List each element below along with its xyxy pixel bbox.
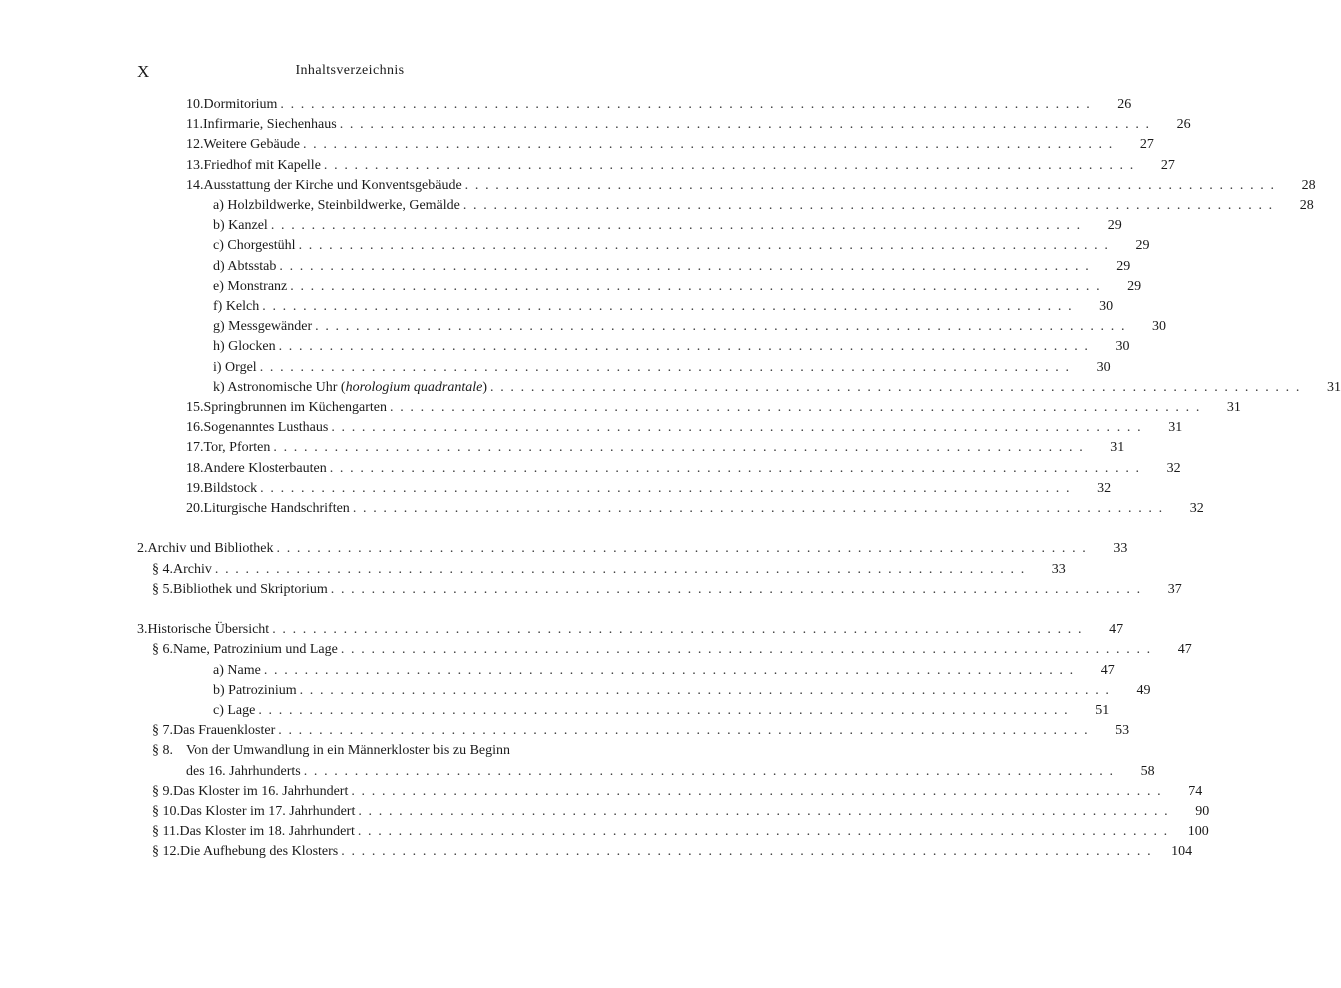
dot-leader: . . . . . . . . . . . . . . . . . . . . . . . . . . . . . . . . . . . . . . . . . . . . . . . . . . . . . . . . . . . . . . . . . . . . . . . . . . . . . . . . <box>330 581 1142 597</box>
toc-entry-title: Archiv und Bibliothek <box>147 541 274 557</box>
toc-entry-title: Archiv <box>173 561 212 577</box>
toc-entry-page: 32 <box>1189 501 1204 516</box>
toc-entry-number: 19. <box>186 480 204 496</box>
toc-entry-number: § 12. <box>152 844 180 860</box>
dot-leader: . . . . . . . . . . . . . . . . . . . . . . . . . . . . . . . . . . . . . . . . . . . . . . . . . . . . . . . . . . . . . . . . . . . . . . . . . . . . . . . . <box>351 783 1163 799</box>
dot-leader: . . . . . . . . . . . . . . . . . . . . . . . . . . . . . . . . . . . . . . . . . . . . . . . . . . . . . . . . . . . . . . . . . . . . . . . . . . . . . . . . <box>279 258 1091 274</box>
toc-entry <box>213 681 1151 701</box>
toc-entry-number: 15. <box>186 400 204 415</box>
toc-entry-number: § 7. <box>152 723 173 739</box>
dot-leader: . . . . . . . . . . . . . . . . . . . . . . . . . . . . . . . . . . . . . . . . . . . . . . . . . . . . . . . . . . . . . . . . . . . . . . . . . . . . . . . . <box>358 804 1170 819</box>
toc-entry-title: Bibliothek und Skriptorium <box>173 581 328 597</box>
toc-entry-page: 28 <box>1299 198 1314 213</box>
dot-leader: . . . . . . . . . . . . . . . . . . . . . . . . . . . . . . . . . . . . . . . . . . . . . . . . . . . . . . . . . . . . . . . . . . . . . . . . . . . . . . . . <box>276 541 1088 557</box>
toc-entry <box>137 620 1124 640</box>
toc-entry-title: des 16. Jahrhunderts <box>186 763 301 779</box>
dot-leader: . . . . . . . . . . . . . . . . . . . . . . . . . . . . . . . . . . . . . . . . . . . . . . . . . . . . . . . . . . . . . . . . . . . . . . . . . . . . . . . . <box>340 642 1152 658</box>
toc-entry-title: Bildstock <box>203 480 258 496</box>
dot-leader: . . . . . . . . . . . . . . . . . . . . . . . . . . . . . . . . . . . . . . . . . . . . . . . . . . . . . . . . . . . . . . . . . . . . . . . . . . . . . . . . <box>270 218 1082 234</box>
toc-entry-title: Infirmarie, Siechenhaus <box>202 117 337 133</box>
toc-entry-page: 90 <box>1195 804 1210 819</box>
toc-entry-page: 51 <box>1095 703 1110 718</box>
toc-entry-number: § 4. <box>152 561 173 577</box>
toc-entry-page: 26 <box>1176 117 1191 133</box>
dot-leader: . . . . . . . . . . . . . . . . . . . . . . . . . . . . . . . . . . . . . . . . . . . . . . . . . . . . . . . . . . . . . . . . . . . . . . . . . . . . . . . . <box>302 137 1114 153</box>
toc-entry-title: Das Kloster im 16. Jahrhundert <box>173 783 349 799</box>
toc-entry-page: 49 <box>1136 682 1151 698</box>
toc-entry-page: 104 <box>1171 844 1193 860</box>
toc-entry-title: Historische Übersicht <box>147 622 270 638</box>
dot-leader: . . . . . . . . . . . . . . . . . . . . . . . . . . . . . . . . . . . . . . . . . . . . . . . . . . . . . . . . . . . . . . . . . . . . . . . . . . . . . . . . <box>329 460 1141 476</box>
toc-entry <box>152 822 1209 842</box>
toc-entry-title: Ausstattung der Kirche und Konventsgebäude <box>203 177 462 193</box>
toc-entry-number: § 5. <box>152 581 173 597</box>
toc-entry-title: c) Lage <box>213 703 256 718</box>
toc-entry-title: Tor, Pforten <box>203 440 271 456</box>
toc-entry-title: Friedhof mit Kapelle <box>203 157 321 173</box>
toc-entry-title: Das Kloster im 17. Jahrhundert <box>180 804 356 819</box>
toc-entry-page: 27 <box>1139 137 1154 153</box>
toc-entry-title: g) Messgewänder <box>213 319 313 335</box>
toc-entry-page: 26 <box>1117 97 1132 112</box>
dot-leader: . . . . . . . . . . . . . . . . . . . . . . . . . . . . . . . . . . . . . . . . . . . . . . . . . . . . . . . . . . . . . . . . . . . . . . . . . . . . . . . . <box>315 319 1127 335</box>
dot-leader: . . . . . . . . . . . . . . . . . . . . . . . . . . . . . . . . . . . . . . . . . . . . . . . . . . . . . . . . . . . . . . . . . . . . . . . . . . . . . . . . <box>339 117 1151 133</box>
toc-entry-title: Liturgische Handschriften <box>203 501 350 516</box>
dot-leader: . . . . . . . . . . . . . . . . . . . . . . . . . . . . . . . . . . . . . . . . . . . . . . . . . . . . . . . . . . . . . . . . . . . . . . . . . . . . . . . . <box>278 339 1090 355</box>
toc-entry <box>186 438 1125 458</box>
toc-entry-page: 29 <box>1127 278 1142 294</box>
toc-entry <box>137 539 1128 559</box>
toc-entry <box>186 398 1241 418</box>
toc-entry <box>186 156 1175 176</box>
dot-leader: . . . . . . . . . . . . . . . . . . . . . . . . . . . . . . . . . . . . . . . . . . . . . . . . . . . . . . . . . . . . . . . . . . . . . . . . . . . . . . . . <box>462 198 1274 213</box>
toc-entry-title: Von der Umwandlung in ein Männerkloster bis zu Beginn <box>186 743 511 759</box>
toc-entry <box>213 701 1110 721</box>
dot-leader: . . . . . . . . . . . . . . . . . . . . . . . . . . . . . . . . . . . . . . . . . . . . . . . . . . . . . . . . . . . . . . . . . . . . . . . . . . . . . . . . <box>260 480 1072 496</box>
toc-entry-page: 30 <box>1096 359 1111 375</box>
toc-entry-page: 33 <box>1051 561 1066 577</box>
toc-entry <box>213 236 1150 256</box>
toc-entry <box>213 337 1130 357</box>
running-title: Inhaltsverzeichnis <box>295 63 405 78</box>
toc-entry-title: Die Aufhebung des Klosters <box>180 844 339 860</box>
dot-leader: . . . . . . . . . . . . . . . . . . . . . . . . . . . . . . . . . . . . . . . . . . . . . . . . . . . . . . . . . . . . . . . . . . . . . . . . . . . . . . . . <box>298 238 1110 254</box>
dot-leader: . . . . . . . . . . . . . . . . . . . . . . . . . . . . . . . . . . . . . . . . . . . . . . . . . . . . . . . . . . . . . . . . . . . . . . . . . . . . . . . . <box>278 723 1090 739</box>
toc-entry-number: 13. <box>186 157 204 173</box>
toc-entry-page: 31 <box>1168 420 1183 436</box>
toc-entry-title: Dormitorium <box>203 97 278 112</box>
toc-entry <box>186 95 1132 115</box>
toc-entry-number: 12. <box>186 137 204 153</box>
toc-entry-title: Weitere Gebäude <box>203 137 300 153</box>
toc-entry <box>213 378 1341 398</box>
toc-entry-page: 30 <box>1152 319 1167 335</box>
toc-entry <box>152 782 1203 802</box>
toc-entry-number: § 6. <box>152 642 173 658</box>
toc-entry-title: e) Monstranz <box>213 278 288 294</box>
toc-entry-title: a) Name <box>213 662 261 678</box>
toc-entry-title: Springbrunnen im Küchengarten <box>203 400 388 415</box>
toc-entry <box>213 358 1111 378</box>
toc-entry <box>186 459 1181 479</box>
dot-leader: . . . . . . . . . . . . . . . . . . . . . . . . . . . . . . . . . . . . . . . . . . . . . . . . . . . . . . . . . . . . . . . . . . . . . . . . . . . . . . . . <box>299 682 1111 698</box>
toc-entry-page: 47 <box>1177 642 1192 658</box>
dot-leader: . . . . . . . . . . . . . . . . . . . . . . . . . . . . . . . . . . . . . . . . . . . . . . . . . . . . . . . . . . . . . . . . . . . . . . . . . . . . . . . . <box>262 299 1074 314</box>
toc-entry-page: 47 <box>1109 622 1124 638</box>
toc-entry <box>213 297 1114 317</box>
toc-entry-title: Das Kloster im 18. Jahrhundert <box>179 824 355 840</box>
toc-entry-page: 29 <box>1107 218 1122 234</box>
toc-entry-title: Name, Patrozinium und Lage <box>173 642 338 658</box>
toc-entry-number: 18. <box>186 460 204 476</box>
toc-entry-title: d) Abtsstab <box>213 258 277 274</box>
toc-entry-title: b) Kanzel <box>213 218 268 234</box>
toc-entry-number: 3. <box>137 622 148 638</box>
toc-entry-page: 47 <box>1100 662 1115 678</box>
toc-entry-number: 16. <box>186 420 204 436</box>
toc-entry-page: 32 <box>1097 480 1112 496</box>
dot-leader: . . . . . . . . . . . . . . . . . . . . . . . . . . . . . . . . . . . . . . . . . . . . . . . . . . . . . . . . . . . . . . . . . . . . . . . . . . . . . . . . <box>214 561 1026 577</box>
dot-leader: . . . . . . . . . . . . . . . . . . . . . . . . . . . . . . . . . . . . . . . . . . . . . . . . . . . . . . . . . . . . . . . . . . . . . . . . . . . . . . . . <box>323 157 1135 173</box>
toc-entry <box>213 257 1131 277</box>
toc-entry <box>152 580 1182 600</box>
dot-leader: . . . . . . . . . . . . . . . . . . . . . . . . . . . . . . . . . . . . . . . . . . . . . . . . . . . . . . . . . . . . . . . . . . . . . . . . . . . . . . . . <box>341 844 1153 860</box>
toc-entry-title: k) Astronomische Uhr (horologium quadrantale) <box>213 379 488 395</box>
dot-leader: . . . . . . . . . . . . . . . . . . . . . . . . . . . . . . . . . . . . . . . . . . . . . . . . . . . . . . . . . . . . . . . . . . . . . . . . . . . . . . . . <box>331 420 1143 436</box>
toc-entry-title: Andere Klosterbauten <box>203 460 327 476</box>
toc-entry-title: i) Orgel <box>213 359 257 375</box>
dot-leader: . . . . . . . . . . . . . . . . . . . . . . . . . . . . . . . . . . . . . . . . . . . . . . . . . . . . . . . . . . . . . . . . . . . . . . . . . . . . . . . . <box>258 703 1070 718</box>
toc-entry-page: 29 <box>1135 238 1150 254</box>
toc-entry <box>186 479 1112 499</box>
toc-entry <box>213 317 1167 337</box>
dot-leader: . . . . . . . . . . . . . . . . . . . . . . . . . . . . . . . . . . . . . . . . . . . . . . . . . . . . . . . . . . . . . . . . . . . . . . . . . . . . . . . . <box>390 400 1201 415</box>
dot-leader: . . . . . . . . . . . . . . . . . . . . . . . . . . . . . . . . . . . . . . . . . . . . . . . . . . . . . . . . . . . . . . . . . . . . . . . . . . . . . . . . <box>490 379 1301 395</box>
toc-entry-title: c) Chorgestühl <box>213 238 296 254</box>
toc-entry-number: 17. <box>186 440 204 456</box>
toc-entry-title: Sogenanntes Lusthaus <box>203 420 329 436</box>
toc-entry-page: 74 <box>1188 783 1203 799</box>
toc-entry-number: 20. <box>186 501 204 516</box>
toc-entry <box>186 176 1316 196</box>
toc-entry-title: a) Holzbildwerke, Steinbildwerke, Gemälde <box>213 198 460 213</box>
toc-entry-page: 28 <box>1301 177 1316 193</box>
toc-entry-page: 32 <box>1166 460 1181 476</box>
toc-entry-number: 10. <box>186 97 204 112</box>
toc-entry-title-italic: horologium quadrantale <box>345 379 483 395</box>
toc-entry-title: b) Patrozinium <box>213 682 297 698</box>
toc-entry <box>186 499 1204 519</box>
toc-entry-title: f) Kelch <box>213 299 260 314</box>
toc-entry-page: 58 <box>1140 763 1155 779</box>
toc-entry <box>213 196 1314 216</box>
toc-entry <box>152 640 1192 660</box>
toc-entry-title: h) Glocken <box>213 339 276 355</box>
toc-entry-page: 30 <box>1115 339 1130 355</box>
dot-leader: . . . . . . . . . . . . . . . . . . . . . . . . . . . . . . . . . . . . . . . . . . . . . . . . . . . . . . . . . . . . . . . . . . . . . . . . . . . . . . . . <box>259 359 1071 375</box>
dot-leader: . . . . . . . . . . . . . . . . . . . . . . . . . . . . . . . . . . . . . . . . . . . . . . . . . . . . . . . . . . . . . . . . . . . . . . . . . . . . . . . . <box>352 501 1164 516</box>
toc-entry <box>213 661 1115 681</box>
toc-entry <box>152 802 1210 822</box>
toc-entry <box>186 418 1183 438</box>
dot-leader: . . . . . . . . . . . . . . . . . . . . . . . . . . . . . . . . . . . . . . . . . . . . . . . . . . . . . . . . . . . . . . . . . . . . . . . . . . . . . . . . <box>280 97 1092 112</box>
toc-entry-page: 37 <box>1167 581 1182 597</box>
toc-entry <box>152 721 1130 741</box>
toc-entry <box>213 277 1142 297</box>
dot-leader: . . . . . . . . . . . . . . . . . . . . . . . . . . . . . . . . . . . . . . . . . . . . . . . . . . . . . . . . . . . . . . . . . . . . . . . . . . . . . . . . <box>303 763 1115 779</box>
toc-entry-number: 2. <box>137 541 148 557</box>
dot-leader: . . . . . . . . . . . . . . . . . . . . . . . . . . . . . . . . . . . . . . . . . . . . . . . . . . . . . . . . . . . . . . . . . . . . . . . . . . . . . . . . <box>290 278 1102 294</box>
toc-entry <box>186 762 1155 782</box>
toc-entry <box>213 216 1122 236</box>
dot-leader: . . . . . . . . . . . . . . . . . . . . . . . . . . . . . . . . . . . . . . . . . . . . . . . . . . . . . . . . . . . . . . . . . . . . . . . . . . . . . . . . <box>357 824 1169 840</box>
toc-entry-page: 31 <box>1326 379 1341 395</box>
toc-entry-page: 29 <box>1116 258 1131 274</box>
toc-entry-number: § 10. <box>152 804 180 819</box>
toc-entry-page: 30 <box>1099 299 1114 314</box>
toc-entry-title: Das Frauenkloster <box>173 723 276 739</box>
toc-entry-page: 33 <box>1113 541 1128 557</box>
page-header <box>0 62 700 82</box>
dot-leader: . . . . . . . . . . . . . . . . . . . . . . . . . . . . . . . . . . . . . . . . . . . . . . . . . . . . . . . . . . . . . . . . . . . . . . . . . . . . . . . . <box>272 622 1084 638</box>
toc-entry <box>152 741 617 761</box>
toc-entry-page: 31 <box>1226 400 1241 415</box>
toc-entry <box>152 842 1193 862</box>
toc-entry <box>186 115 1191 135</box>
toc-entry-page: 53 <box>1115 723 1130 739</box>
toc-entry-number: § 9. <box>152 783 173 799</box>
toc-entry-number: § 8. <box>152 743 173 759</box>
dot-leader: . . . . . . . . . . . . . . . . . . . . . . . . . . . . . . . . . . . . . . . . . . . . . . . . . . . . . . . . . . . . . . . . . . . . . . . . . . . . . . . . <box>464 177 1276 193</box>
toc-entry-page: 100 <box>1187 824 1209 840</box>
toc-entry-number: 14. <box>186 177 204 193</box>
toc-entry <box>186 135 1154 155</box>
dot-leader: . . . . . . . . . . . . . . . . . . . . . . . . . . . . . . . . . . . . . . . . . . . . . . . . . . . . . . . . . . . . . . . . . . . . . . . . . . . . . . . . <box>273 440 1085 456</box>
toc-entry <box>152 560 1066 580</box>
toc-entry-page: 27 <box>1160 157 1175 173</box>
page-folio: X <box>137 62 150 81</box>
toc-entry-number: § 11. <box>152 824 180 840</box>
toc-entry-number: 11. <box>186 117 203 133</box>
toc-entry-page: 31 <box>1110 440 1125 456</box>
dot-leader: . . . . . . . . . . . . . . . . . . . . . . . . . . . . . . . . . . . . . . . . . . . . . . . . . . . . . . . . . . . . . . . . . . . . . . . . . . . . . . . . <box>263 662 1075 678</box>
